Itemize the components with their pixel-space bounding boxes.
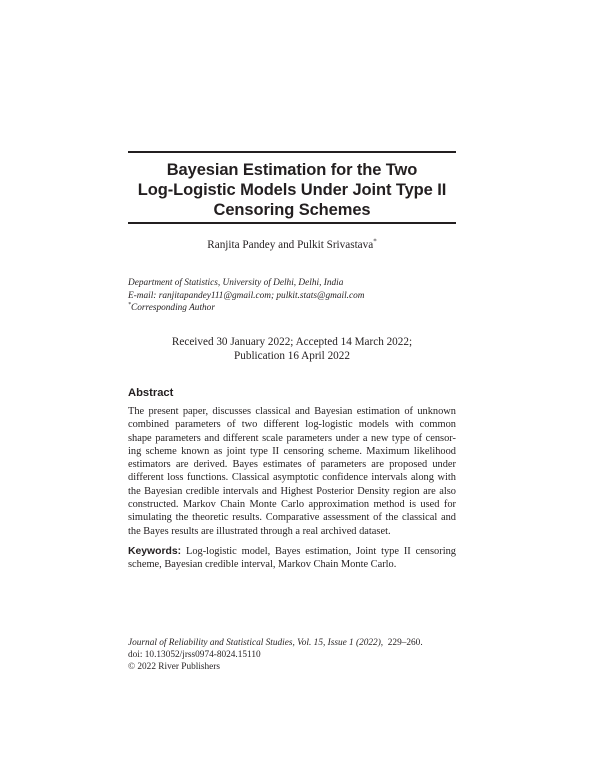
dates-line-2: Publication 16 April 2022 [234,349,350,362]
corresponding-marker: * [373,237,377,246]
abstract-line: simulating the theoretic results. Comparative assessment of the classical and [128,512,456,524]
publication-dates [128,336,456,363]
doi: doi: 10.13052/jrss0974-8024.15110 [128,649,261,660]
journal-footer [128,638,468,673]
department: Department of Statistics, University of Delhi, Delhi, India [128,278,344,288]
bottom-rule [128,222,456,224]
corresponding-note [128,302,468,315]
author-list [128,238,456,252]
title-line-3: Censoring Schemes [213,201,371,219]
journal-name: Journal of Reliability and Statistical Studies, Vol. 15, Issue 1 (2022), [128,638,384,648]
title-line-1: Bayesian Estimation for the Two [166,161,418,179]
abstract-body [128,405,456,538]
abstract-line: different loss functions. Classical asymptotic confidence intervals along with [128,472,456,484]
abstract-line: the Bayesian credible intervals and Highest Posterior Density region are also [128,485,456,497]
dates-line-1: Received 30 January 2022; Accepted 14 March 2022; [171,336,413,348]
affiliation-block [128,277,468,315]
abstract-line: constructed. Markov Chain Monte Carlo approximation method is used for [128,499,456,511]
keywords-line-2: scheme, Bayesian credible interval, Markov Chain Monte Carlo. [128,559,397,571]
abstract-line: estimators are derived. Bayes estimates of parameters are proposed under [128,459,456,471]
abstract-line: ing scheme known as joint type II censoring scheme. Maximum likelihood [128,445,456,457]
abstract-heading: Abstract [128,387,174,399]
corresponding-note-marker: * [128,301,131,308]
journal-citation [128,638,468,650]
abstract-line: combined parameters of two different log-logistic models with common [128,419,456,431]
abstract-line: the Bayes results are illustrated through a real archived dataset. [128,525,391,537]
authors-text: Ranjita Pandey and Pulkit Srivastava [207,239,374,251]
keywords-text-1: Log-logistic model, Bayes estimation, Joint type II censoring [185,546,456,557]
top-rule [128,151,456,153]
corresponding-note-text: Corresponding Author [131,303,215,313]
keywords-line-1 [128,545,456,558]
keywords-label: Keywords: [128,546,182,557]
title-line-2: Log-Logistic Models Under Joint Type II [137,181,447,199]
journal-pages: 229–260. [387,638,423,648]
abstract-line: The present paper, discusses classical and Bayesian estimation of unknown [128,406,456,417]
email-line: E-mail: ranjitapandey111@gmail.com; pulkit.stats@gmail.com [128,290,365,301]
copyright: © 2022 River Publishers [128,661,221,672]
keywords-block [128,545,456,572]
paper-title [128,160,456,220]
abstract-line: shape parameters and different scale parameters under a new type of censor- [128,432,456,444]
